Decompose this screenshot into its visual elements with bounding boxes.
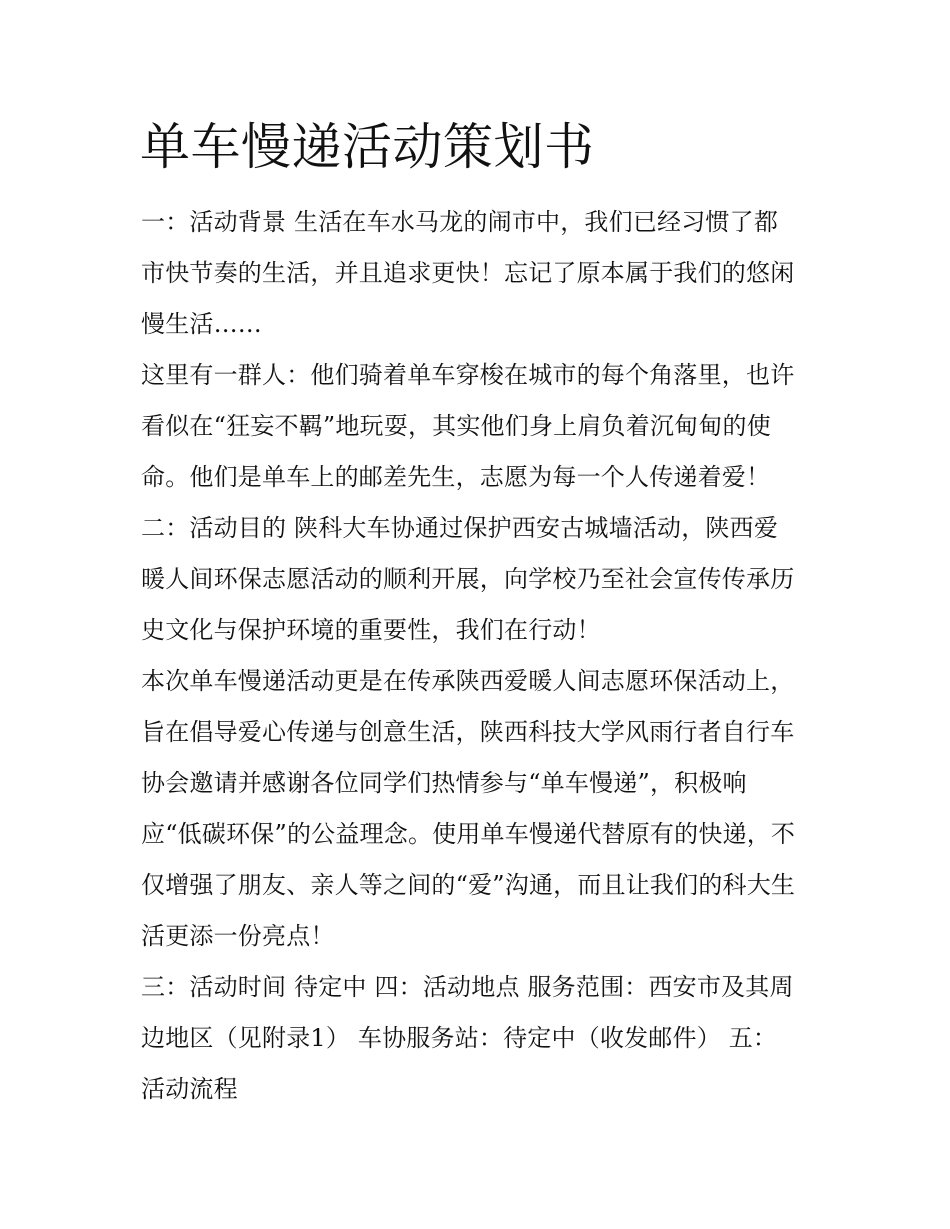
text-line: 旨在倡导爱心传递与创意生活，陕西科技大学风雨行者自行车 xyxy=(141,718,795,746)
text-line: 看似在“狂妄不羁”地玩耍，其实他们身上肩负着沉甸甸的使 xyxy=(141,412,771,440)
text-line: 三：活动时间 待定中 四：活动地点 服务范围：西安市及其周 xyxy=(141,973,794,1001)
text-line: 应“低碳环保”的公益理念。使用单车慢递代替原有的快递，不 xyxy=(141,820,796,848)
text-line: 这里有一群人：他们骑着单车穿梭在城市的每个角落里，也许 xyxy=(141,361,795,389)
text-line: 命。他们是单车上的邮差先生，志愿为每一个人传递着爱！ xyxy=(141,463,771,491)
text-line: 慢生活…… xyxy=(141,310,262,338)
text-line: 二：活动目的 陕科大车协通过保护西安古城墙活动，陕西爱 xyxy=(141,514,779,542)
text-line: 本次单车慢递活动更是在传承陕西爱暖人间志愿环保活动上， xyxy=(141,667,795,695)
text-line: 暖人间环保志愿活动的顺利开展，向学校乃至社会宣传传承历 xyxy=(141,565,795,593)
text-line: 史文化与保护环境的重要性，我们在行动！ xyxy=(141,616,601,644)
text-line: 边地区（见附录1） 车协服务站：待定中（收发邮件） 五： xyxy=(141,1024,778,1052)
document-title: 单车慢递活动策划书 xyxy=(140,118,595,176)
text-line: 活动流程 xyxy=(141,1075,238,1103)
text-line: 仅增强了朋友、亲人等之间的“爱”沟通，而且让我们的科大生 xyxy=(141,871,796,899)
text-line: 市快节奏的生活，并且追求更快！忘记了原本属于我们的悠闲 xyxy=(141,259,795,287)
text-line: 一：活动背景 生活在车水马龙的闹市中，我们已经习惯了都 xyxy=(141,208,779,236)
text-line: 协会邀请并感谢各位同学们热情参与“单车慢递”，积极响 xyxy=(141,769,747,797)
text-line: 活更添一份亮点！ xyxy=(141,922,335,950)
